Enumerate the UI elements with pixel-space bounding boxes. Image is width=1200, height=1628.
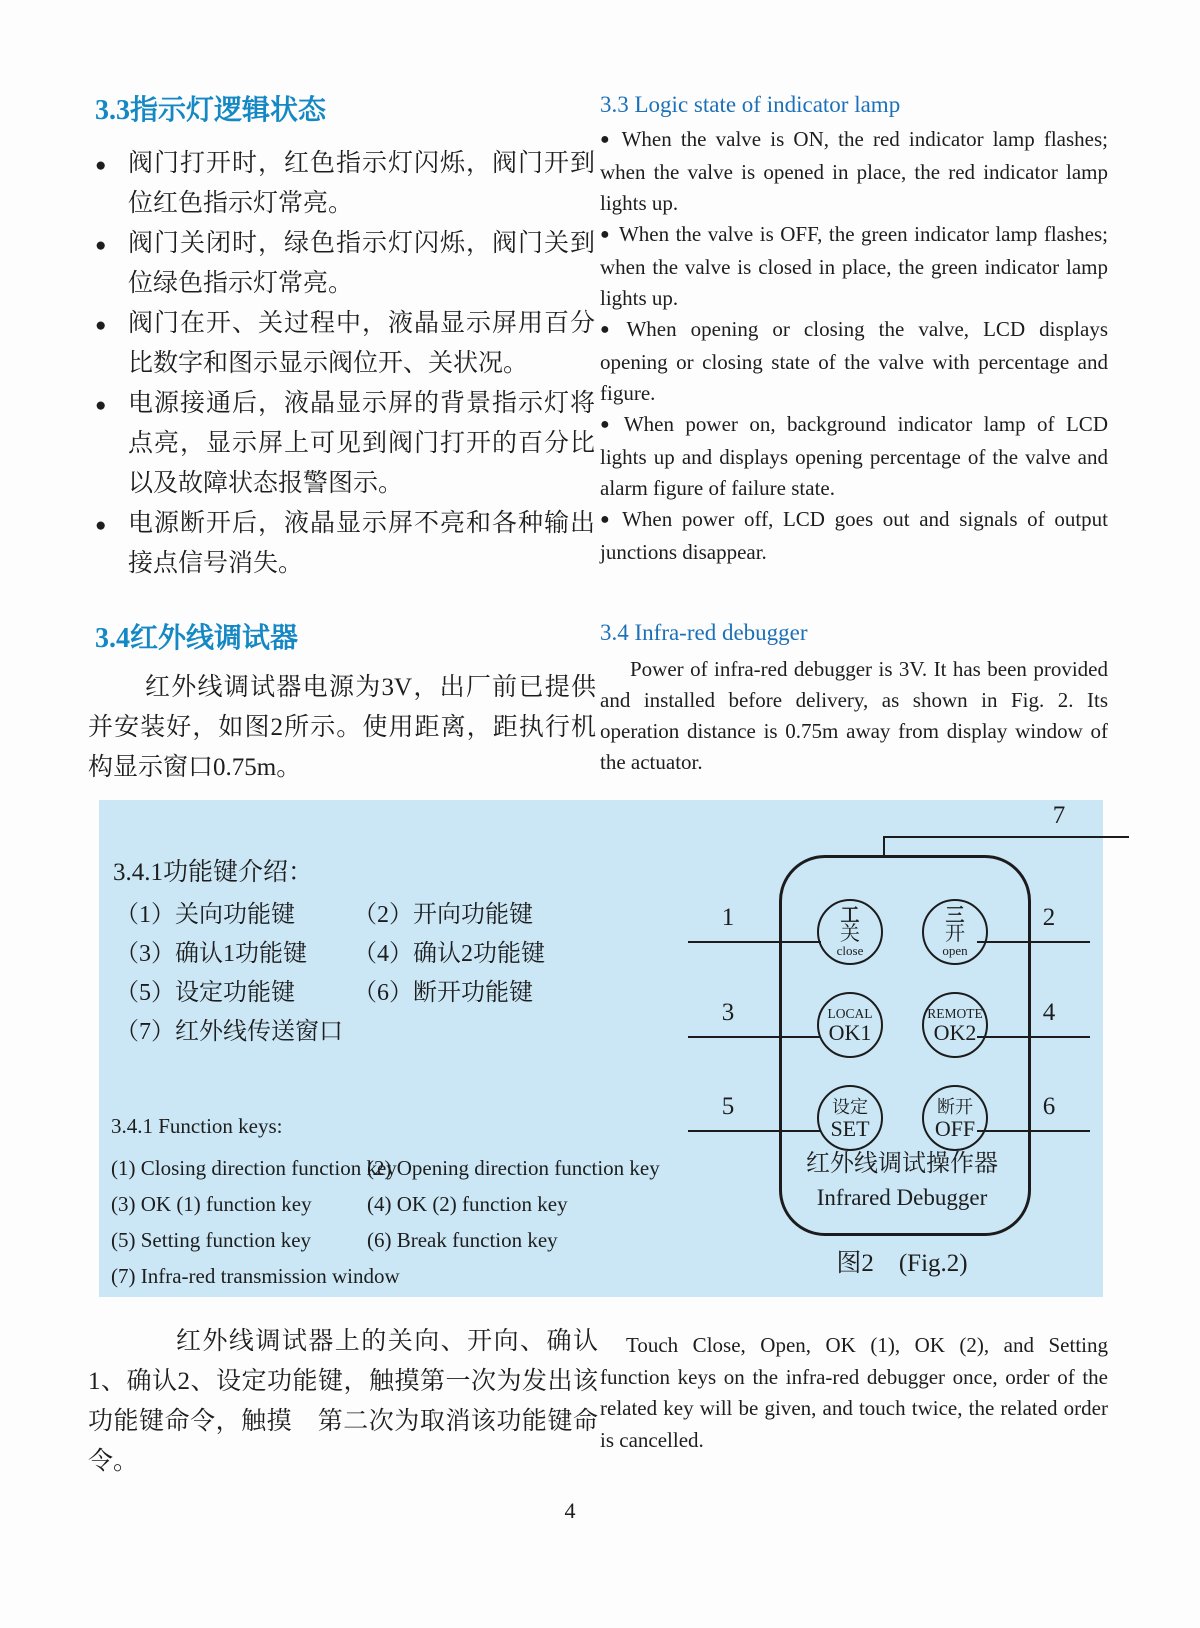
ok2-key: REMOTE OK2 <box>922 992 988 1058</box>
bullet-text: 阀门关闭时，绿色指示灯闪烁，阀门关到位绿色指示灯常亮。 <box>128 230 595 297</box>
callout-number-7: 7 <box>1052 802 1066 829</box>
callout-number-4: 4 <box>1042 999 1056 1026</box>
list-item <box>600 314 1108 409</box>
list-item <box>95 144 595 224</box>
leader-line <box>977 1036 1090 1038</box>
bullet-icon: ● <box>95 395 107 416</box>
callout-number-6: 6 <box>1042 1093 1056 1120</box>
list-item <box>600 409 1108 504</box>
bullet-text: 阀门在开、关过程中，液晶显示屏用百分比数字和图示显示阀位开、关状况。 <box>128 310 595 377</box>
bullet-text: 电源断开后，液晶显示屏不亮和各种输出接点信号消失。 <box>128 510 595 577</box>
leader-line <box>688 941 821 943</box>
leader-line <box>977 941 1090 943</box>
figure-panel <box>99 800 1103 1297</box>
list-item <box>95 504 595 584</box>
leader-line <box>688 1130 821 1132</box>
list-item <box>95 304 595 384</box>
bullet-text: 电源接通后，液晶显示屏的背景指示灯将点亮，显示屏上可见到阀门打开的百分比以及故障状态报警图示。 <box>128 390 595 497</box>
function-key-list-cn <box>115 896 545 1052</box>
open-valve-icon: 三 <box>945 904 965 926</box>
list-item <box>95 224 595 304</box>
bullet-icon: ● <box>95 515 107 536</box>
callout-number-5: 5 <box>721 1093 735 1120</box>
bullet-icon: ● <box>600 511 615 528</box>
section-34-cn-title: 3.4红外线调试器 <box>95 623 299 654</box>
close-valve-icon: 工 <box>840 904 860 926</box>
bullet-icon: ● <box>600 226 611 243</box>
section-33-en <box>600 92 1108 568</box>
bullet-icon: ● <box>95 155 107 176</box>
leader-line <box>977 1130 1090 1132</box>
section-34-en-body: Power of infra-red debugger is 3V. It has been provided and installed before delivery, as shown in Fig. 2. Its operation distance is 0.75m away from display window of the actuator. <box>600 657 1108 774</box>
bullet-text: When power on, background indicator lamp of LCD lights up and displays opening percentage of the valve and alarm figure of failure state. <box>600 412 1108 500</box>
list-item <box>600 504 1108 568</box>
list-item: （7）红外线传送窗口 <box>115 1019 343 1045</box>
ir-window-pointer-line <box>883 836 885 857</box>
bullet-text: When the valve is OFF, the green indicator lamp flashes; when the valve is closed in place, the green indicator lamp lights up. <box>600 222 1108 310</box>
list-item: (1) Closing direction function key(2) Opening direction function key <box>111 1156 660 1180</box>
open-key: 三 开 open <box>922 899 988 965</box>
section-34-cn-body: 红外线调试器电源为3V，出厂前已提供并安装好，如图2所示。使用距离，距执行机构显示窗口0.75m。 <box>88 674 596 781</box>
bullet-text: When power off, LCD goes out and signals of output junctions disappear. <box>600 507 1108 564</box>
bullet-icon: ● <box>95 315 107 336</box>
ok1-key: LOCAL OK1 <box>817 992 883 1058</box>
callout-number-1: 1 <box>721 904 735 931</box>
section-33-cn-title: 3.3指示灯逻辑状态 <box>95 95 327 126</box>
bullet-icon: ● <box>600 131 614 148</box>
callout-number-3: 3 <box>721 999 735 1026</box>
set-key: 设定 SET <box>817 1085 883 1151</box>
page-number: 4 <box>564 1498 576 1523</box>
section-34-en-title: 3.4 Infra-red debugger <box>600 620 808 645</box>
callout-number-2: 2 <box>1042 904 1056 931</box>
bullet-icon: ● <box>600 416 616 433</box>
bullet-text: When the valve is ON, the red indicator lamp flashes; when the valve is opened in place, the red indicator lamp lights up. <box>600 127 1108 215</box>
off-key: 断开 OFF <box>922 1085 988 1151</box>
function-keys-heading-cn: 3.4.1功能键介绍： <box>113 859 314 886</box>
section-33-en-title: 3.3 Logic state of indicator lamp <box>600 92 901 117</box>
list-item: (5) Setting function key (6) Break function key <box>111 1228 558 1252</box>
function-key-list-en <box>111 1150 660 1294</box>
list-item: (7) Infra-red transmission window <box>111 1264 400 1288</box>
device-name: 红外线调试操作器 Infrared Debugger <box>806 1151 998 1210</box>
list-item: (3) OK (1) function key (4) OK (2) function key <box>111 1192 568 1216</box>
bullet-text: When opening or closing the valve, LCD displays opening or closing state of the valve with percentage and figure. <box>600 317 1108 405</box>
cn-bullet-list <box>95 144 595 584</box>
section-34-en <box>600 620 1108 778</box>
figure-caption: 图2 (Fig.2) <box>836 1250 968 1277</box>
close-key: 工 关 close <box>817 899 883 965</box>
list-item: （5）设定功能键 （6）断开功能键 <box>115 980 533 1006</box>
ir-window-leader-line <box>883 836 1129 838</box>
leader-line <box>688 1036 821 1038</box>
section-33-cn <box>95 88 595 584</box>
bottom-paragraph-en: Touch Close, Open, OK (1), OK (2), and Setting function keys on the infra-red debugger once, order of the related key will be given, and touch twice, the related order is cancelled. <box>600 1333 1108 1452</box>
list-item: （3）确认1功能键 （4）确认2功能键 <box>115 941 545 967</box>
bottom-paragraph-cn: 红外线调试器上的关向、开向、确认1、确认2、设定功能键，触摸第一次为发出该功能键命令，触摸 第二次为取消该功能键命令。 <box>88 1328 598 1475</box>
list-item <box>600 219 1108 314</box>
bullet-icon: ● <box>95 235 107 256</box>
bullet-text: 阀门打开时，红色指示灯闪烁，阀门开到位红色指示灯常亮。 <box>128 150 595 217</box>
list-item: （1）关向功能键 （2）开向功能键 <box>115 902 533 928</box>
list-item <box>600 124 1108 219</box>
bullet-icon: ● <box>600 321 619 338</box>
list-item <box>95 384 595 504</box>
section-34-cn <box>88 616 596 788</box>
function-keys-heading-en: 3.4.1 Function keys: <box>111 1114 283 1138</box>
